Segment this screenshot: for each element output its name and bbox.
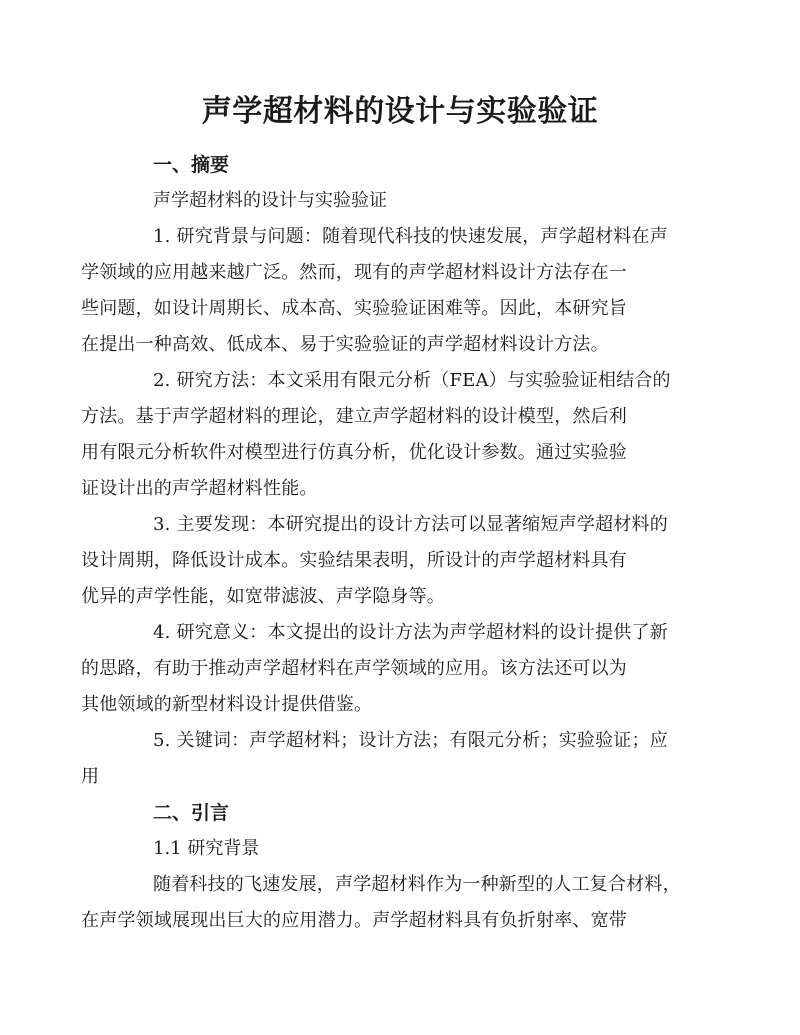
- paragraph-line: 随着科技的飞速发展，声学超材料作为一种新型的人工复合材料，: [153, 874, 681, 895]
- section-heading-abstract: 一、摘要: [153, 154, 230, 176]
- document-body: [81, 147, 683, 939]
- paragraph-line: 用: [81, 766, 100, 787]
- paragraph-findings: [81, 507, 683, 615]
- paragraph-line: 优异的声学性能，如宽带滤波、声学隐身等。: [81, 586, 445, 607]
- section-heading-introduction: 二、引言: [153, 802, 230, 824]
- paragraph-line: 设计周期，降低设计成本。实验结果表明，所设计的声学超材料具有: [81, 550, 627, 571]
- paragraph-background: [81, 219, 683, 363]
- paragraph-line: 证设计出的声学超材料性能。: [81, 478, 318, 499]
- paragraph-line: 方法。基于声学超材料的理论，建立声学超材料的设计模型，然后利: [81, 406, 627, 427]
- paragraph-line: 2. 研究方法：本文采用有限元分析（FEA）与实验验证相结合的: [153, 370, 671, 391]
- paragraph-keywords: [81, 723, 683, 795]
- paragraph-line: 4. 研究意义：本文提出的设计方法为声学超材料的设计提供了新: [153, 622, 668, 643]
- paragraph-significance: [81, 615, 683, 723]
- paragraph-line: 1. 研究背景与问题：随着现代科技的快速发展，声学超材料在声: [153, 226, 668, 247]
- paragraph-line: 的思路，有助于推动声学超材料在声学领域的应用。该方法还可以为: [81, 658, 627, 679]
- paragraph-introduction: [81, 867, 683, 939]
- paragraph-line: 学领域的应用越来越广泛。然而，现有的声学超材料设计方法存在一: [81, 262, 627, 283]
- paragraph-line: 5. 关键词：声学超材料；设计方法；有限元分析；实验验证；应: [153, 730, 668, 751]
- document-title: 声学超材料的设计与实验验证: [201, 94, 599, 129]
- paragraph-line: 在提出一种高效、低成本、易于实验验证的声学超材料设计方法。: [81, 334, 609, 355]
- paragraph-line: 3. 主要发现：本研究提出的设计方法可以显著缩短声学超材料的: [153, 514, 668, 535]
- subsection-heading-background: 1.1 研究背景: [153, 838, 260, 859]
- abstract-title: 声学超材料的设计与实验验证: [153, 190, 387, 211]
- paragraph-line: 些问题，如设计周期长、成本高、实验验证困难等。因此，本研究旨: [81, 298, 627, 319]
- paragraph-methods: [81, 363, 683, 507]
- paragraph-line: 其他领域的新型材料设计提供借鉴。: [81, 694, 373, 715]
- paragraph-line: 在声学领域展现出巨大的应用潜力。声学超材料具有负折射率、宽带: [81, 910, 627, 931]
- paragraph-line: 用有限元分析软件对模型进行仿真分析，优化设计参数。通过实验验: [81, 442, 627, 463]
